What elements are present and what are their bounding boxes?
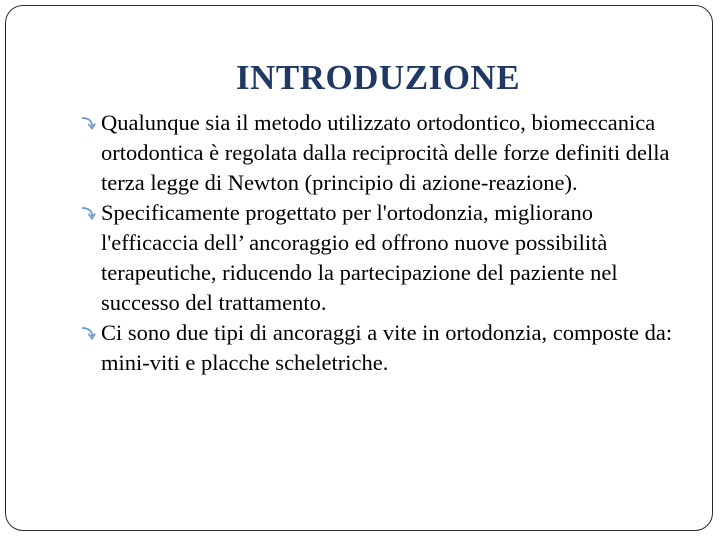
curved-arrow-bullet-icon — [80, 115, 96, 131]
bullet-item — [81, 108, 691, 198]
bullet-text: Specificamente progettato per l'ortodonzia, migliorano l'efficaccia dell’ ancoraggio ed offrono nuove possibilità terapeutiche, riducendo la partecipazione del paziente nel successo del trattamento. — [101, 200, 618, 315]
curved-arrow-bullet-icon — [80, 325, 96, 341]
slide-title: INTRODUZIONE — [235, 58, 521, 97]
bullet-item — [81, 198, 691, 318]
bullet-text: Qualunque sia il metodo utilizzato ortodontico, biomeccanica ortodontica è regolata dalla reciprocità delle forze definiti della terza legge di Newton (principio di azione-reazione). — [101, 110, 670, 195]
bullet-list — [81, 108, 691, 378]
bullet-item — [81, 318, 691, 378]
curved-arrow-bullet-icon — [80, 205, 96, 221]
bullet-text: Ci sono due tipi di ancoraggi a vite in ortodonzia, composte da: mini-viti e placche scheletriche. — [101, 320, 673, 375]
